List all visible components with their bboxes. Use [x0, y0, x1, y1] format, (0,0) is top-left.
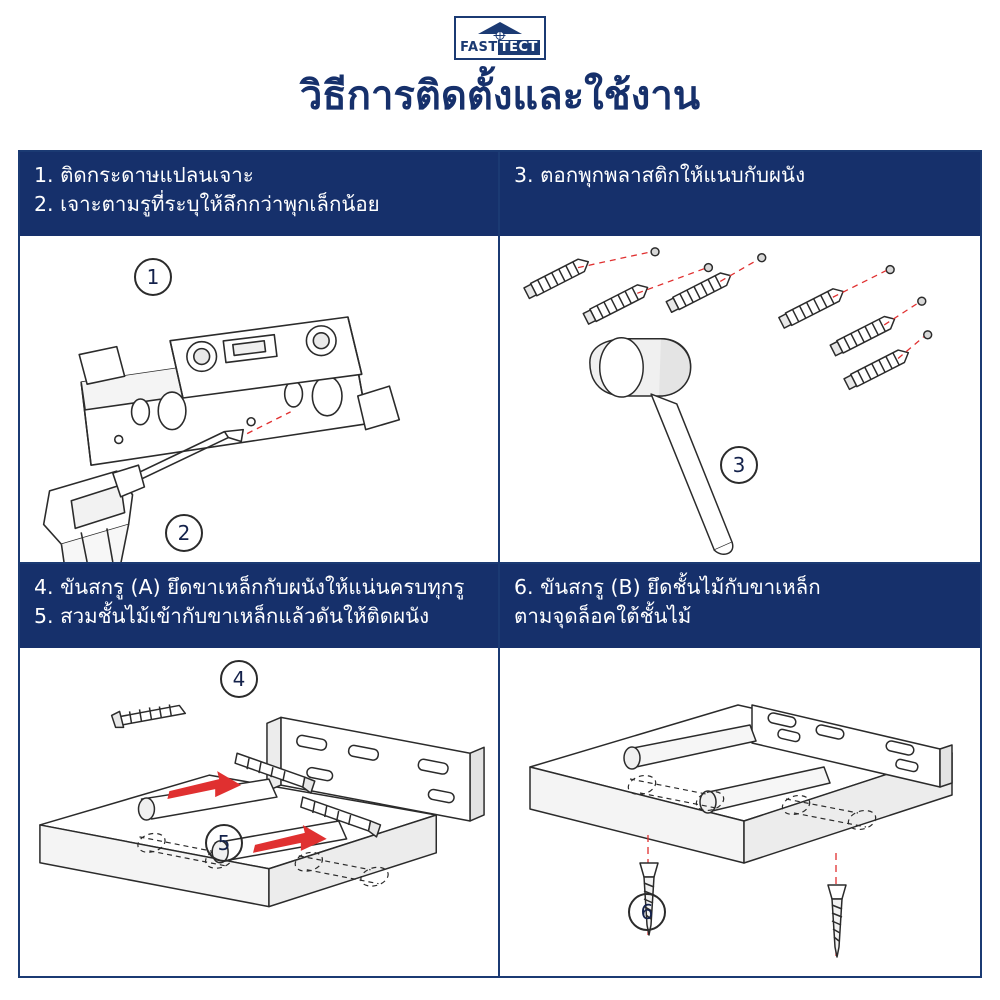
panel-4-marker-6: 6: [628, 893, 666, 931]
panel-4-caption: [500, 564, 980, 648]
mallet-and-anchors-drawing: [500, 236, 980, 562]
logo-wordmark: [456, 40, 544, 55]
panel-2-caption-line-1: 3. ตอกพุกพลาสติกให้แนบกับผนัง: [514, 163, 806, 187]
panel-3-caption: [20, 564, 498, 648]
page-title: วิธีการติดตั้งและใช้งาน: [299, 73, 701, 119]
panel-2-caption: [500, 152, 980, 236]
panel-3-caption-line-2: 5. สวมชั้นไม้เข้ากับขาเหล็กแล้วดันให้ติดผนัง: [34, 604, 430, 629]
panel-3-marker-4: 4: [220, 660, 258, 698]
panel-1-caption: [20, 152, 498, 236]
bracket-shelf-drawing: [20, 648, 498, 976]
panel-2-illustration: [500, 236, 980, 562]
panel-3-marker-5: 5: [205, 824, 243, 862]
logo-badge: [454, 16, 546, 60]
panel-3-caption-line-1: 4. ขันสกรู (A) ยึดขาเหล็กกับผนังให้แน่นครบทุกรู: [34, 575, 465, 599]
shelf-underside-screws-drawing: [500, 648, 980, 976]
panel-1-marker-1: 1: [134, 258, 172, 296]
panel-1-caption-line-2: 2. เจาะตามรูที่ระบุให้ลึกกว่าพุกเล็กน้อย: [34, 192, 380, 217]
logo-word-part1: FAST: [460, 40, 498, 55]
panel-4: [500, 564, 980, 976]
panel-1-marker-2: 2: [165, 514, 203, 552]
panel-grid: [18, 150, 982, 978]
drill-and-plate-drawing: [20, 236, 498, 562]
panel-1: [20, 152, 500, 564]
crosshair-icon: [496, 31, 505, 40]
logo-word-part2: TECT: [499, 40, 538, 55]
brand-logo: [0, 16, 1000, 60]
panel-3-illustration: [20, 648, 498, 976]
panel-2-marker-3: 3: [720, 446, 758, 484]
panel-4-caption-line-2: ตามจุดล็อคใต้ชั้นไม้: [514, 604, 692, 629]
panel-3: [20, 564, 500, 976]
panel-1-caption-line-1: 1. ติดกระดาษแปลนเจาะ: [34, 163, 254, 187]
panel-4-illustration: [500, 648, 980, 976]
panel-2: [500, 152, 980, 564]
panel-1-illustration: [20, 236, 498, 562]
panel-4-caption-line-1: 6. ขันสกรู (B) ยึดชั้นไม้กับขาเหล็ก: [514, 575, 821, 599]
